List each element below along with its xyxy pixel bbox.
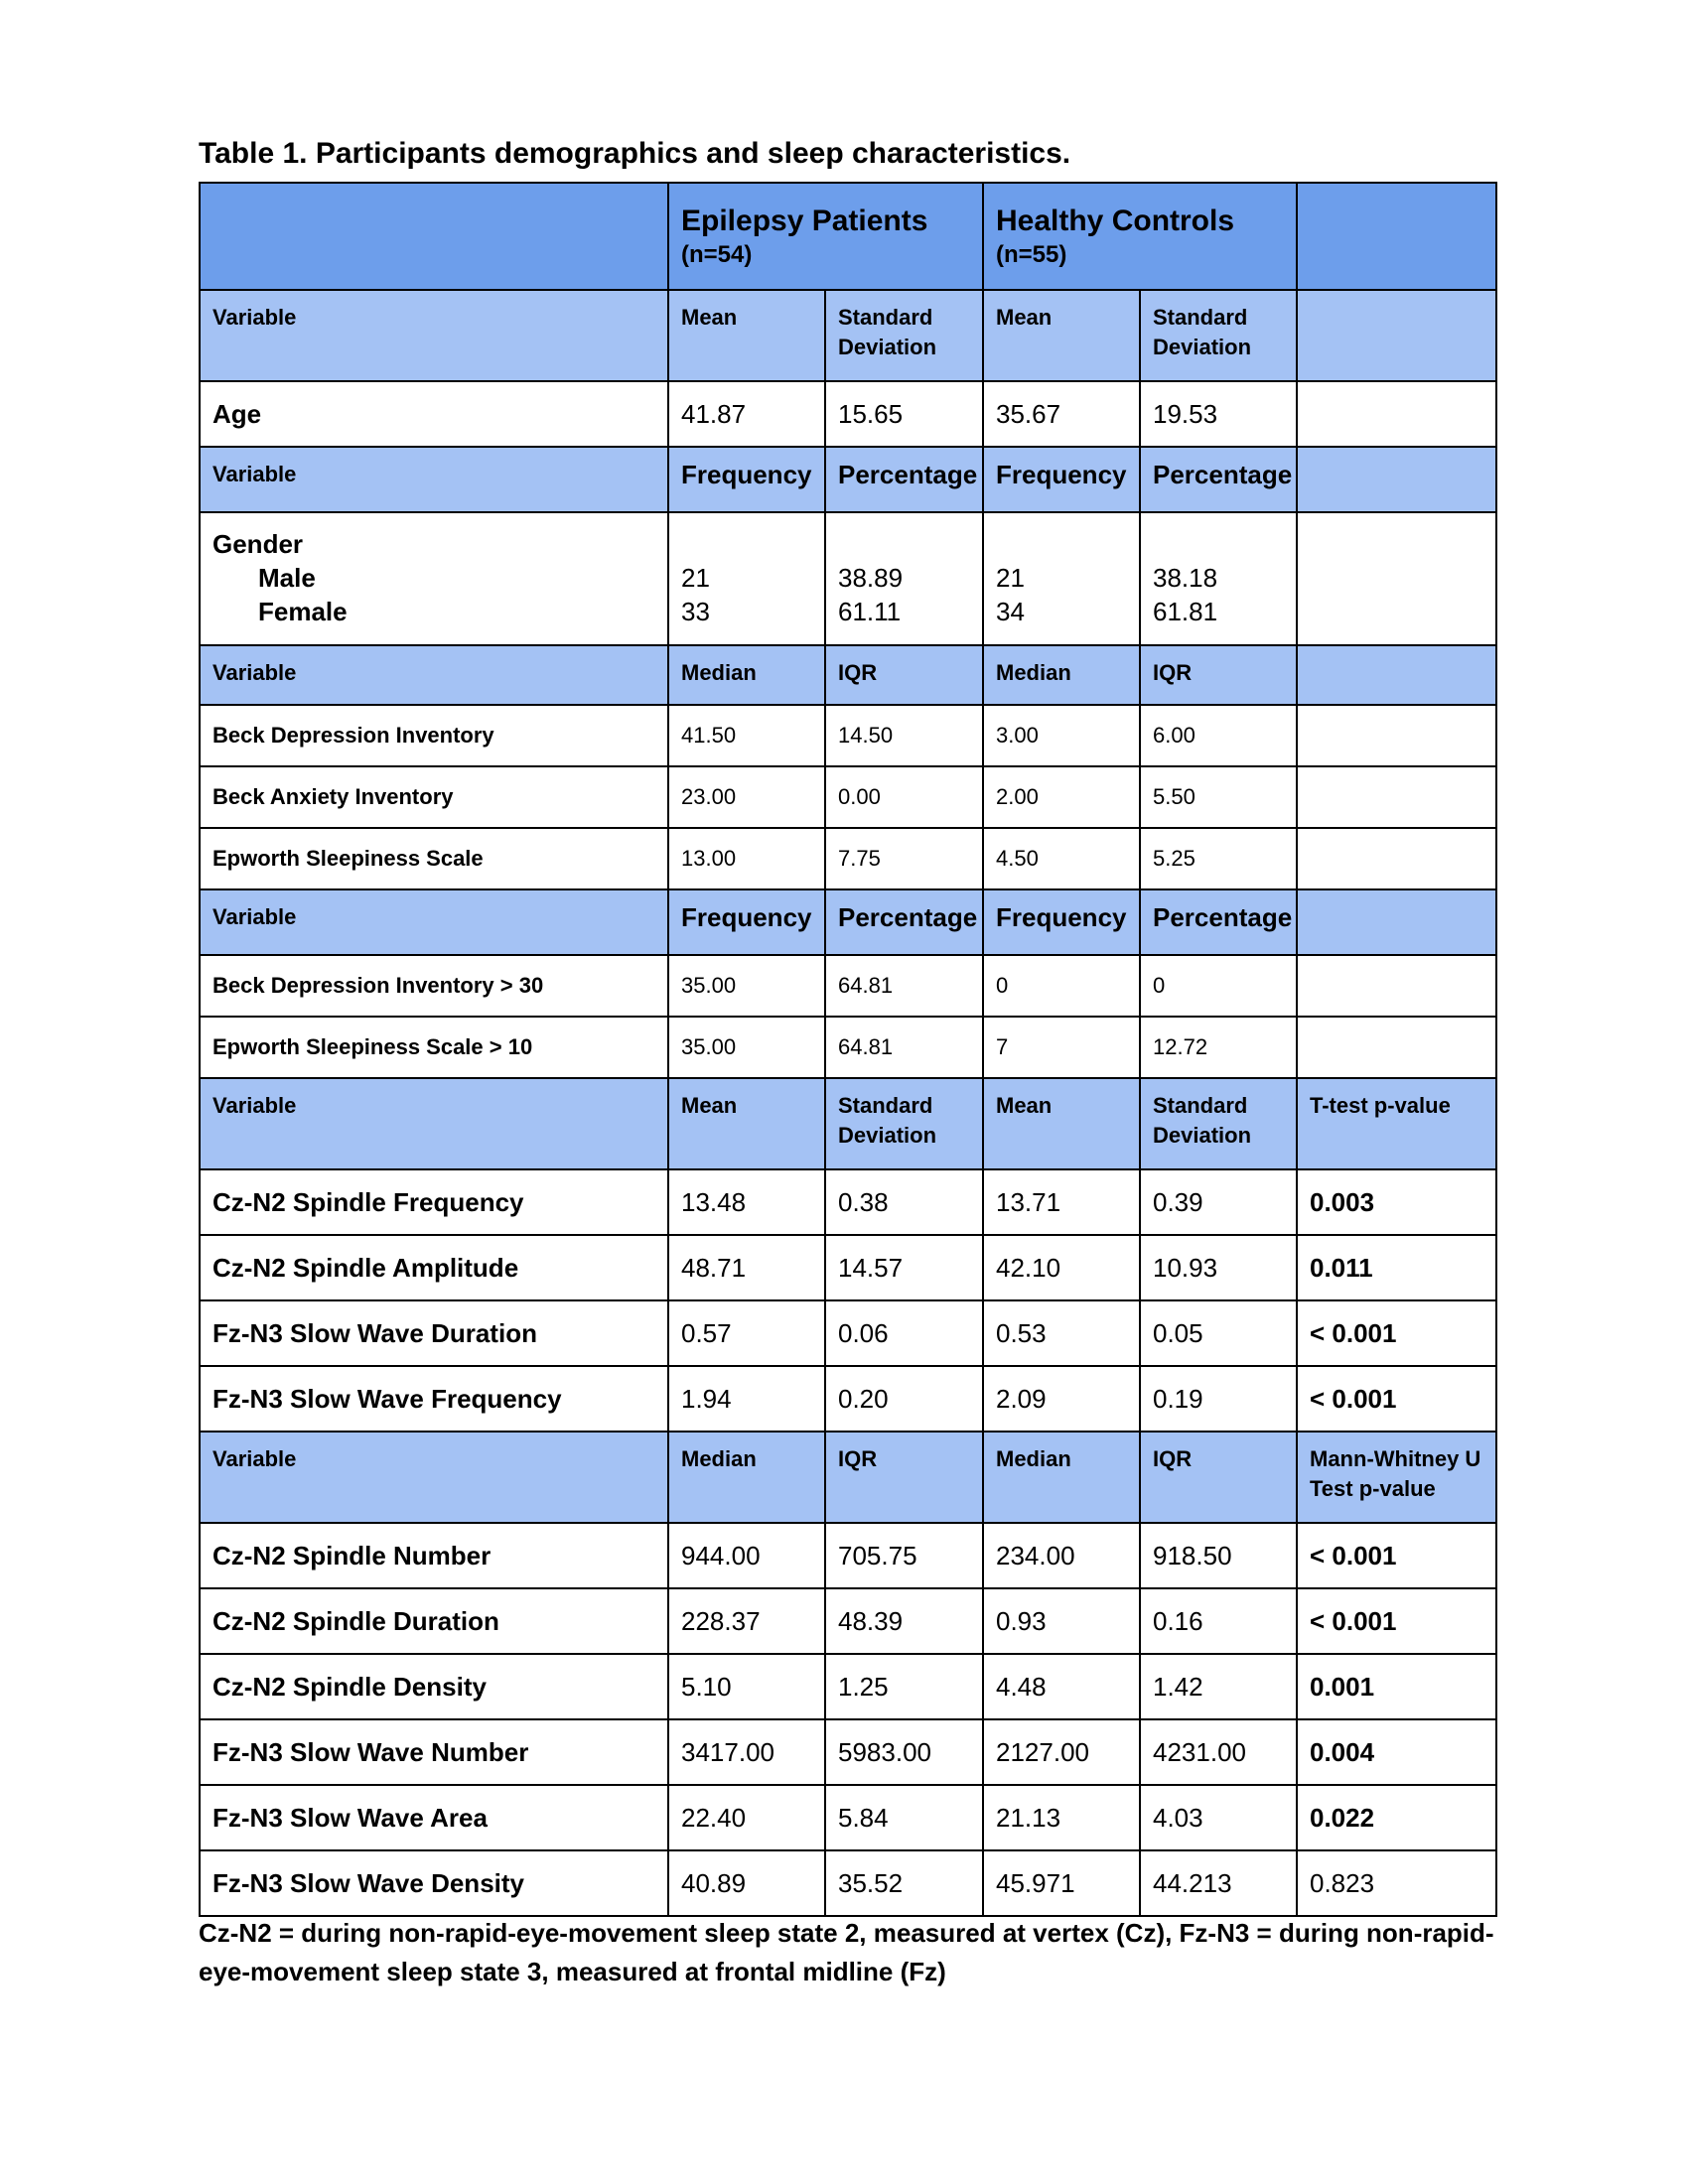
- section-header-cell: IQR: [825, 1432, 983, 1523]
- table-cell: 4231.00: [1140, 1719, 1297, 1785]
- row-label: Epworth Sleepiness Scale > 10: [200, 1017, 668, 1078]
- section-header-cell: Median: [668, 1432, 825, 1523]
- section-header-cell: Variable: [200, 1432, 668, 1523]
- sub-label: Female: [258, 597, 348, 626]
- cell-value: 61.11: [838, 597, 902, 626]
- table-cell: [1297, 828, 1496, 889]
- table-row: [200, 1366, 1496, 1432]
- section-header-cell: IQR: [1140, 645, 1297, 705]
- section-header-cell: IQR: [1140, 1432, 1297, 1523]
- empty-header-cell: [200, 183, 668, 290]
- table-cell: 5983.00: [825, 1719, 983, 1785]
- p-value-cell: 0.003: [1297, 1169, 1496, 1235]
- p-value-cell: 0.001: [1297, 1654, 1496, 1719]
- p-value-cell: 0.004: [1297, 1719, 1496, 1785]
- section-header-row: [200, 290, 1496, 381]
- table-cell: 228.37: [668, 1588, 825, 1654]
- section-header-cell: Frequency: [668, 447, 825, 512]
- table-cell: 944.00: [668, 1523, 825, 1588]
- table-cell: 45.971: [983, 1850, 1140, 1916]
- table-cell: 0.57: [668, 1300, 825, 1366]
- table-row: [200, 705, 1496, 766]
- table-cell: 14.57: [825, 1235, 983, 1300]
- table-cell: 64.81: [825, 955, 983, 1017]
- table-row: [200, 955, 1496, 1017]
- section-header-cell: Mean: [983, 1078, 1140, 1169]
- table-row: [200, 1785, 1496, 1850]
- table-cell: 35.67: [983, 381, 1140, 447]
- section-header-row: [200, 447, 1496, 512]
- table-cell: 0.53: [983, 1300, 1140, 1366]
- table-cell: 0.00: [825, 766, 983, 828]
- row-label: Beck Depression Inventory > 30: [200, 955, 668, 1017]
- table-cell: [825, 512, 983, 645]
- section-header-row: [200, 889, 1496, 955]
- demographics-table: [199, 182, 1497, 1917]
- table-cell: 5.50: [1140, 766, 1297, 828]
- table-cell: 48.39: [825, 1588, 983, 1654]
- table-cell: 5.10: [668, 1654, 825, 1719]
- row-label: Cz-N2 Spindle Density: [200, 1654, 668, 1719]
- table-cell: 19.53: [1140, 381, 1297, 447]
- row-label: Fz-N3 Slow Wave Density: [200, 1850, 668, 1916]
- table-cell: 1.25: [825, 1654, 983, 1719]
- table-cell: [1297, 705, 1496, 766]
- table-cell: 41.50: [668, 705, 825, 766]
- table-cell: 3417.00: [668, 1719, 825, 1785]
- table-cell: 23.00: [668, 766, 825, 828]
- p-value-cell: < 0.001: [1297, 1300, 1496, 1366]
- table-cell: 22.40: [668, 1785, 825, 1850]
- table-cell: 0.38: [825, 1169, 983, 1235]
- section-header-cell: Variable: [200, 290, 668, 381]
- row-label: Age: [200, 381, 668, 447]
- section-header-row: [200, 1432, 1496, 1523]
- row-label: Cz-N2 Spindle Number: [200, 1523, 668, 1588]
- table-cell: 6.00: [1140, 705, 1297, 766]
- section-header-cell: IQR: [825, 645, 983, 705]
- table-cell: 2.09: [983, 1366, 1140, 1432]
- table-cell: 0.05: [1140, 1300, 1297, 1366]
- table-cell: 10.93: [1140, 1235, 1297, 1300]
- table-row: [200, 1719, 1496, 1785]
- table-cell: 0.06: [825, 1300, 983, 1366]
- section-header-cell: Variable: [200, 1078, 668, 1169]
- p-value-cell: < 0.001: [1297, 1366, 1496, 1432]
- section-header-cell: Frequency: [983, 889, 1140, 955]
- row-label: Epworth Sleepiness Scale: [200, 828, 668, 889]
- group-header-controls: [983, 183, 1297, 290]
- table-cell: 5.25: [1140, 828, 1297, 889]
- table-cell: 64.81: [825, 1017, 983, 1078]
- table-cell: 705.75: [825, 1523, 983, 1588]
- row-label: Cz-N2 Spindle Duration: [200, 1588, 668, 1654]
- row-label: Fz-N3 Slow Wave Number: [200, 1719, 668, 1785]
- section-header-cell: Standard Deviation: [1140, 290, 1297, 381]
- section-header-cell: Median: [668, 645, 825, 705]
- table-cell: 0: [983, 955, 1140, 1017]
- section-header-cell: Median: [983, 645, 1140, 705]
- table-cell: [668, 512, 825, 645]
- table-cell: 13.71: [983, 1169, 1140, 1235]
- cell-value: 21: [681, 563, 710, 593]
- table-cell: 1.94: [668, 1366, 825, 1432]
- section-header-cell: Variable: [200, 645, 668, 705]
- section-header-cell: Frequency: [983, 447, 1140, 512]
- section-header-cell: [1297, 889, 1496, 955]
- table-cell: 2.00: [983, 766, 1140, 828]
- row-label: Fz-N3 Slow Wave Area: [200, 1785, 668, 1850]
- section-header-cell: Percentage: [825, 447, 983, 512]
- table-cell: [983, 512, 1140, 645]
- section-header-cell: Percentage: [825, 889, 983, 955]
- table-cell: [1297, 512, 1496, 645]
- table-cell: [1297, 766, 1496, 828]
- cell-value: 21: [996, 563, 1025, 593]
- table-cell: 12.72: [1140, 1017, 1297, 1078]
- group-name: Epilepsy Patients: [681, 205, 928, 237]
- section-header-row: [200, 645, 1496, 705]
- table-cell: 4.03: [1140, 1785, 1297, 1850]
- row-label: Cz-N2 Spindle Amplitude: [200, 1235, 668, 1300]
- section-header-cell: Standard Deviation: [825, 1078, 983, 1169]
- table-cell: 44.213: [1140, 1850, 1297, 1916]
- table-cell: 234.00: [983, 1523, 1140, 1588]
- table-cell: 0.20: [825, 1366, 983, 1432]
- section-header-cell: Standard Deviation: [1140, 1078, 1297, 1169]
- table-cell: 42.10: [983, 1235, 1140, 1300]
- table-cell: 0.19: [1140, 1366, 1297, 1432]
- table-cell: 7: [983, 1017, 1140, 1078]
- sub-label: Male: [258, 563, 316, 593]
- table-cell: 35.52: [825, 1850, 983, 1916]
- section-header-cell: [1297, 645, 1496, 705]
- p-value-cell: < 0.001: [1297, 1523, 1496, 1588]
- table-cell: 1.42: [1140, 1654, 1297, 1719]
- table-row: [200, 1523, 1496, 1588]
- table-row: [200, 1850, 1496, 1916]
- row-label: Fz-N3 Slow Wave Frequency: [200, 1366, 668, 1432]
- table-row: [200, 1300, 1496, 1366]
- section-header-cell: Variable: [200, 447, 668, 512]
- table-cell: 2127.00: [983, 1719, 1140, 1785]
- gender-row: [200, 512, 1496, 645]
- table-row: [200, 766, 1496, 828]
- table-cell: 48.71: [668, 1235, 825, 1300]
- table-cell: 0: [1140, 955, 1297, 1017]
- table-cell: 13.00: [668, 828, 825, 889]
- section-header-cell: Percentage: [1140, 889, 1297, 955]
- table-row: [200, 1169, 1496, 1235]
- group-sample-size: (n=55): [996, 241, 1067, 268]
- section-header-cell: [1297, 447, 1496, 512]
- p-value-cell: 0.823: [1297, 1850, 1496, 1916]
- section-header-cell: Mann-Whitney U Test p-value: [1297, 1432, 1496, 1523]
- section-header-row: [200, 1078, 1496, 1169]
- table-cell: [1297, 381, 1496, 447]
- row-label: Beck Anxiety Inventory: [200, 766, 668, 828]
- table-cell: 40.89: [668, 1850, 825, 1916]
- row-label: Fz-N3 Slow Wave Duration: [200, 1300, 668, 1366]
- table-cell: 918.50: [1140, 1523, 1297, 1588]
- table-cell: [1297, 1017, 1496, 1078]
- table-cell: 0.39: [1140, 1169, 1297, 1235]
- table-cell: 3.00: [983, 705, 1140, 766]
- cell-value: 61.81: [1153, 597, 1218, 626]
- row-label: Cz-N2 Spindle Frequency: [200, 1169, 668, 1235]
- gender-label-cell: [200, 512, 668, 645]
- table-footnote: Cz-N2 = during non-rapid-eye-movement sleep state 2, measured at vertex (Cz), Fz-N3 = during non-rapid-eye-movement sleep state 3, measured at frontal midline (Fz): [199, 1918, 1494, 1986]
- section-header-cell: Standard Deviation: [825, 290, 983, 381]
- table-cell: 14.50: [825, 705, 983, 766]
- table-cell: 5.84: [825, 1785, 983, 1850]
- table-cell: [1297, 955, 1496, 1017]
- section-header-cell: Variable: [200, 889, 668, 955]
- section-header-cell: T-test p-value: [1297, 1078, 1496, 1169]
- table-cell: 0.16: [1140, 1588, 1297, 1654]
- p-value-cell: 0.022: [1297, 1785, 1496, 1850]
- cell-value: 38.18: [1153, 563, 1218, 593]
- table-cell: 4.48: [983, 1654, 1140, 1719]
- table-row: [200, 1017, 1496, 1078]
- section-header-cell: Mean: [668, 1078, 825, 1169]
- section-header-cell: Mean: [983, 290, 1140, 381]
- table-cell: 0.93: [983, 1588, 1140, 1654]
- row-label: Gender: [212, 529, 304, 559]
- table-cell: 21.13: [983, 1785, 1140, 1850]
- section-header-cell: [1297, 290, 1496, 381]
- table-cell: 35.00: [668, 955, 825, 1017]
- p-value-cell: < 0.001: [1297, 1588, 1496, 1654]
- table-title: Table 1. Participants demographics and sleep characteristics.: [199, 137, 1071, 170]
- cell-value: 38.89: [838, 563, 904, 593]
- table-cell: [1140, 512, 1297, 645]
- cell-value: 34: [996, 597, 1025, 626]
- table-cell: 41.87: [668, 381, 825, 447]
- table-cell: 15.65: [825, 381, 983, 447]
- group-sample-size: (n=54): [681, 241, 753, 268]
- table-cell: 4.50: [983, 828, 1140, 889]
- table-row: [200, 1588, 1496, 1654]
- cell-value: 33: [681, 597, 710, 626]
- table-row: [200, 381, 1496, 447]
- table-cell: 35.00: [668, 1017, 825, 1078]
- section-header-cell: Mean: [668, 290, 825, 381]
- p-value-cell: 0.011: [1297, 1235, 1496, 1300]
- section-header-cell: Frequency: [668, 889, 825, 955]
- empty-header-cell: [1297, 183, 1496, 290]
- table-row: [200, 828, 1496, 889]
- group-header-row: [200, 183, 1496, 290]
- table-cell: 7.75: [825, 828, 983, 889]
- table-row: [200, 1654, 1496, 1719]
- section-header-cell: Median: [983, 1432, 1140, 1523]
- row-label: Beck Depression Inventory: [200, 705, 668, 766]
- section-header-cell: Percentage: [1140, 447, 1297, 512]
- group-name: Healthy Controls: [996, 205, 1235, 237]
- table-cell: 13.48: [668, 1169, 825, 1235]
- group-header-epilepsy: [668, 183, 983, 290]
- table-row: [200, 1235, 1496, 1300]
